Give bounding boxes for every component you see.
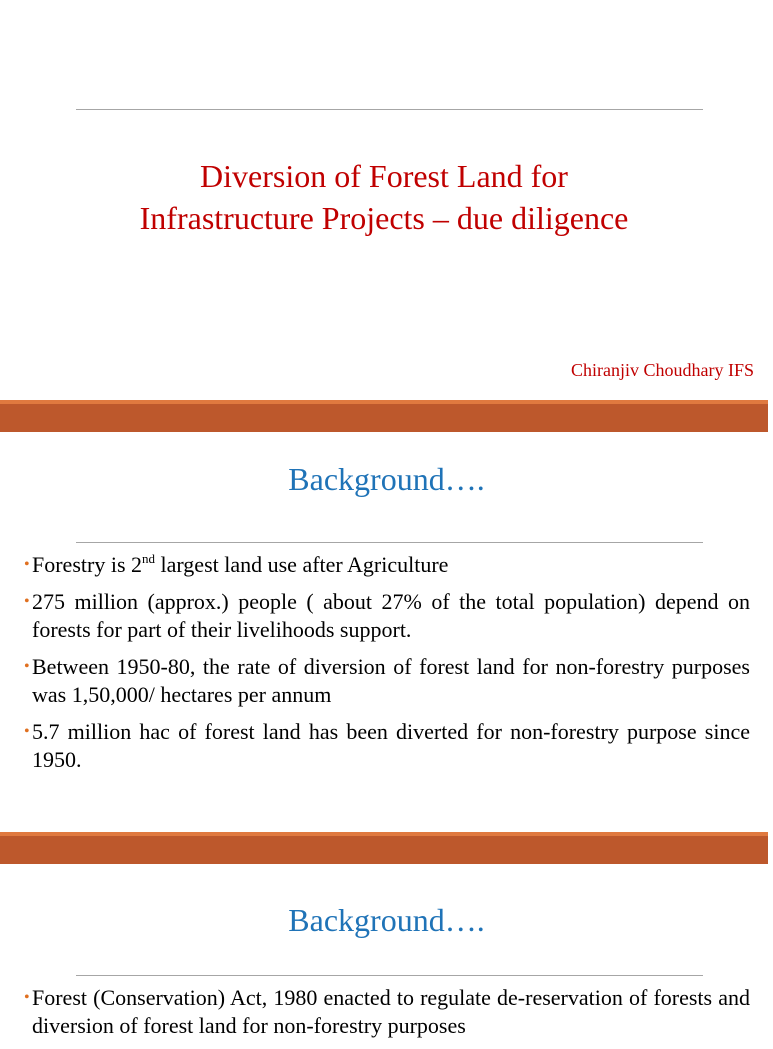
bullet-item — [24, 984, 750, 1040]
bullet-dot: • — [24, 593, 30, 610]
bullet-dot: • — [24, 989, 30, 1006]
bullet-item — [24, 718, 750, 774]
slide-heading: Background…. — [288, 902, 485, 938]
bullet-text: Between 1950-80, the rate of diversion of forest land for non-forestry purposes was 1,50,000/ hectares per annum — [32, 654, 750, 707]
separator-highlight — [0, 832, 768, 836]
superscript-text: nd — [142, 551, 155, 566]
bullet-text: 275 million (approx.) people ( about 27% of the total population) depend on forests for part of their livelihoods support. — [32, 589, 750, 642]
bullet-item — [24, 653, 750, 709]
bullet-text: largest land use after Agriculture — [155, 552, 449, 577]
slide-heading: Background…. — [288, 461, 485, 497]
bullet-dot: • — [24, 556, 30, 573]
slide-title — [0, 155, 768, 239]
separator-highlight — [0, 400, 768, 404]
bullet-item — [24, 551, 750, 579]
background-slide-1 — [0, 432, 768, 832]
bullet-text: 5.7 million hac of forest land has been diverted for non-forestry purpose since 1950. — [32, 719, 750, 772]
bullet-text: Forest (Conservation) Act, 1980 enacted to regulate de-reservation of forests and diversion of forest land for non-forestry purposes — [32, 985, 750, 1038]
bullet-dot: • — [24, 658, 30, 675]
author-name: Chiranjiv Choudhary IFS — [571, 360, 754, 380]
background-slide-2 — [0, 864, 768, 1038]
slide-title-line-1: Diversion of Forest Land for — [200, 158, 568, 194]
top-divider — [76, 109, 703, 110]
title-slide — [0, 0, 768, 400]
slide-separator — [0, 400, 768, 432]
bullet-item — [24, 588, 750, 644]
bullet-dot: • — [24, 723, 30, 740]
bullet-list — [24, 984, 750, 1049]
bullet-text: Forestry is 2 — [32, 552, 142, 577]
heading-divider — [76, 542, 703, 543]
bullet-list — [24, 551, 750, 783]
slide-title-line-2: Infrastructure Projects – due diligence — [139, 200, 629, 236]
slide-separator — [0, 832, 768, 864]
heading-divider — [76, 975, 703, 976]
